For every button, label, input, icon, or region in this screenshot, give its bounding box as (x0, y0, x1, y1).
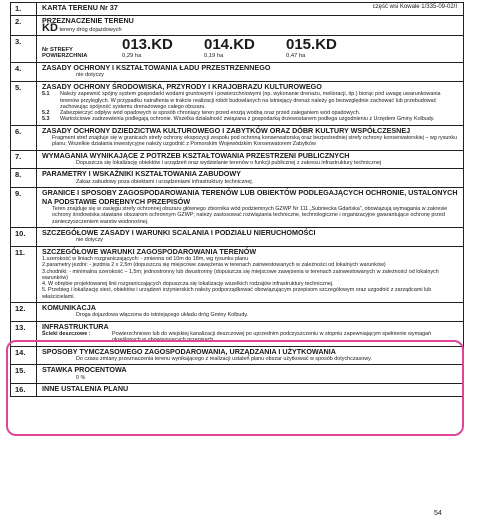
strefa-code: 013.KD (122, 36, 173, 54)
strefy-areas (42, 53, 459, 60)
row-number: 7. (11, 151, 37, 169)
row-number: 2. (11, 16, 37, 36)
section-heading: WYMAGANIA WYNIKAJĄCE Z POTRZEB KSZTAŁTOWANIA PRZESTRZENI PUBLICZNYCH (42, 150, 350, 160)
item-number: 5.1 (42, 91, 50, 98)
row-number: 16. (11, 384, 37, 395)
page-number: 54 (434, 510, 442, 517)
area-value: 0,19 ha (204, 53, 224, 60)
item-text: 2.parametry jezdni: - jezdnia 2 x 2,5m (dopuszcza się miejscowe zawężenia w terenach zainwestowanych w zależności od lokalnych warunków) (42, 262, 386, 269)
row-number: 12. (11, 303, 37, 321)
row-11 (11, 247, 463, 303)
section-heading: ZASADY OCHRONY ŚRODOWISKA, PRZYRODY I KRAJOBRAZU KULTUROWEGO (42, 81, 322, 91)
row-5 (11, 82, 463, 126)
row-number: 3. (11, 36, 37, 62)
section-text: nie dotyczy (76, 237, 103, 244)
section-heading: INNE USTALENIA PLANU (42, 384, 129, 394)
area-value: 0,47 ha (286, 53, 306, 60)
section-heading: GRANICE I SPOSOBY ZAGOSPODAROWANIA TERENÓW LUB OBIEKTÓW PODLEGAJĄCYCH OCHRONIE, USTALONYCH NA PODSTAWIE ODRĘBNYCH PRZEPISÓW (42, 188, 458, 206)
row-2 (11, 16, 463, 37)
section-text: 0 % (76, 374, 86, 381)
item-text: Wartościowe zadrzewienia podlegają ochronie. Wszelka działalność związana z gospodarką drzewostanem podlega uzgodnieniu z Urzędem Gminy Kolbudy. (60, 116, 435, 123)
row-number: 14. (11, 347, 37, 365)
row-number: 10. (11, 228, 37, 246)
item-label: Ścieki deszczowe : (42, 331, 91, 338)
karta-reference: część wsi Kowale 1/335-09-02/I (372, 4, 457, 10)
section-text: Do czasu zmiany przeznaczenia terenu wynikającego z realizacji ustaleń planu obszar użytkować w sposób dotychczasowy. (76, 356, 372, 363)
row-8 (11, 169, 463, 188)
row-number: 5. (11, 82, 37, 125)
section-heading: KOMUNIKACJA (42, 303, 96, 312)
row-number: 8. (11, 169, 37, 187)
row-7 (11, 151, 463, 170)
row-6 (11, 126, 463, 151)
row-number: 6. (11, 126, 37, 150)
area-value: 0,29 ha (122, 53, 142, 60)
item-text: 3.chodniki: - minimalna szerokość – 1,5m; jednostronny lub dwustronny (dopuszcza się miejscowe zawężenia w terenach zainwestowanych w zależności od lokalnych warunków) (42, 268, 439, 281)
item-text: 4. W obrębie projektowanej linii rozgraniczających dopuszcza się lokalizację wszelkich rodzajów infrastruktury technicznej. (42, 281, 334, 288)
przeznaczenie-desc: tereny dróg dojazdowych (59, 26, 122, 33)
section-heading: ZASADY OCHRONY DZIEDZICTWA KULTUROWEGO I ZABYTKÓW ORAZ DÓBR KULTURY WSPÓŁCZESNEJ (42, 125, 411, 135)
section-text: Dopuszcza się lokalizację obiektów i urządzeń oraz wydzielanie terenów o funkcji publicznej z zakresu infrastruktury technicznej (76, 160, 382, 167)
item-text: Należy zapewnić spójny system gospodarki wodami gruntowymi i powierzchniowymi (np. wykonanie drenażu, melioracji, itp.) biorąc pod uwagę uwarunkowania terenów przyległych. W przypadku natrafienia w trakcie realizacji robót budowlanych na istniejący drenaż należy go bezwzględnie zachować lub przebudować zachowując spójność systemu drenażowego całego obszaru. (60, 91, 441, 110)
item-number: 5.2 (42, 110, 50, 117)
row-number: 15. (11, 365, 37, 383)
section-text: Fragment stref znajduje się w granicach strefy ochrony ekspozycji zespołu pod ochroną konserwatorską oraz bezpośredniej strefy ochrony konserwatorskiej – wg rysunku planu; Wszelkie działania inwestycyjne należy uzgodnić z Pomorskim Wojewódzkim Konserwatorem Zabytków (52, 135, 458, 148)
plan-sheet-table (10, 2, 464, 397)
karta-title: KARTA TERENU Nr 37 (42, 3, 118, 12)
item-text: 1.szerokość w liniach rozgraniczających: - zmienna od 10m do 18m, wg rysunku planu (42, 255, 249, 262)
item-text: Zabezpieczyć odpływ wód opadowych w sposób chroniący teren przed erozją wodną oraz przed zaleganiem wód opadowych. (60, 110, 361, 117)
section-heading: STAWKA PROCENTOWA (42, 365, 127, 375)
section-heading: INFRASTRUKTURA (42, 321, 109, 331)
row-1 (11, 3, 463, 16)
strefa-code: 015.KD (286, 36, 337, 54)
row-4 (11, 63, 463, 82)
row-number: 13. (11, 322, 37, 346)
area-label: POWIERZCHNIA (42, 53, 88, 60)
section-heading: SZCZEGÓŁOWE ZASADY I WARUNKI SCALANIA I PODZIAŁU NIERUCHOMOŚCI (42, 227, 316, 237)
item-number: 5.3 (42, 116, 50, 123)
section-heading: SZCZEGÓŁOWE WARUNKI ZAGOSPODAROWANIA TERENÓW (42, 246, 257, 256)
section-text: nie dotyczy (76, 72, 104, 79)
section-heading: PARAMETRY I WSKAŹNIKI KSZTAŁTOWANIA ZABUDOWY (42, 169, 241, 179)
section-text: Zakaz zabudowy poza obiektami i urządzeniami infrastruktury technicznej. (76, 178, 254, 185)
section-text: Teren znajduje się w zasięgu strefy ochronnej obszaru głównego zbiornika wód podziemnych GZWP Nr 111 „Subniecka Gdańska”, obowiązują wymagania w zakresie ochrony środowiska stawiane obszarom ochronnym GZWP; należy zastosować rozwiązania techniczne, technologiczne i organizacyjne gwarantujące ochronę przed zanieczyszczeniem warstw wodonośnej. (52, 205, 448, 225)
row-9 (11, 188, 463, 228)
strefa-code: 014.KD (204, 36, 255, 54)
section-heading: ZASADY OCHRONY I KSZTAŁTOWANIA ŁADU PRZESTRZENNEGO (42, 62, 271, 72)
przeznaczenie-symbol: KD (42, 21, 58, 34)
section-text: Droga dojazdowa włączona do istniejącego układu dróg Gminy Kolbudy. (76, 312, 249, 319)
row-number: 9. (11, 188, 37, 227)
section-text: Powierzchniowo lub do wiejskiej kanalizacji deszczowej po uprzednim podczyszczeniu w stopniu zapewniającym spełnienie wymagań określonych w obowiązujących przepisach. (112, 331, 432, 344)
row-3 (11, 36, 463, 63)
item-text: 5. Przebieg i lokalizację sieci, obiektów i urządzeń inżynierskich należy podporządkować obowiązującym przepisom szczegółowym oraz uzgodnić z zarządcami lub właścicielami. (42, 287, 432, 300)
row-number: 1. (11, 3, 37, 15)
row-number: 11. (11, 247, 37, 302)
strefy-label: Nr STREFY (42, 46, 73, 53)
przeznaczenie-heading: PRZEZNACZENIE TERENU (42, 15, 134, 25)
highlight-outline (6, 340, 464, 436)
section-heading: SPOSOBY TYMCZASOWEGO ZAGOSPODAROWANIA, URZĄDZANIA I UŻYTKOWANIA (42, 346, 336, 356)
strefy-codes (42, 37, 459, 53)
row-number: 4. (11, 63, 37, 81)
row-12 (11, 303, 463, 322)
row-10 (11, 228, 463, 247)
